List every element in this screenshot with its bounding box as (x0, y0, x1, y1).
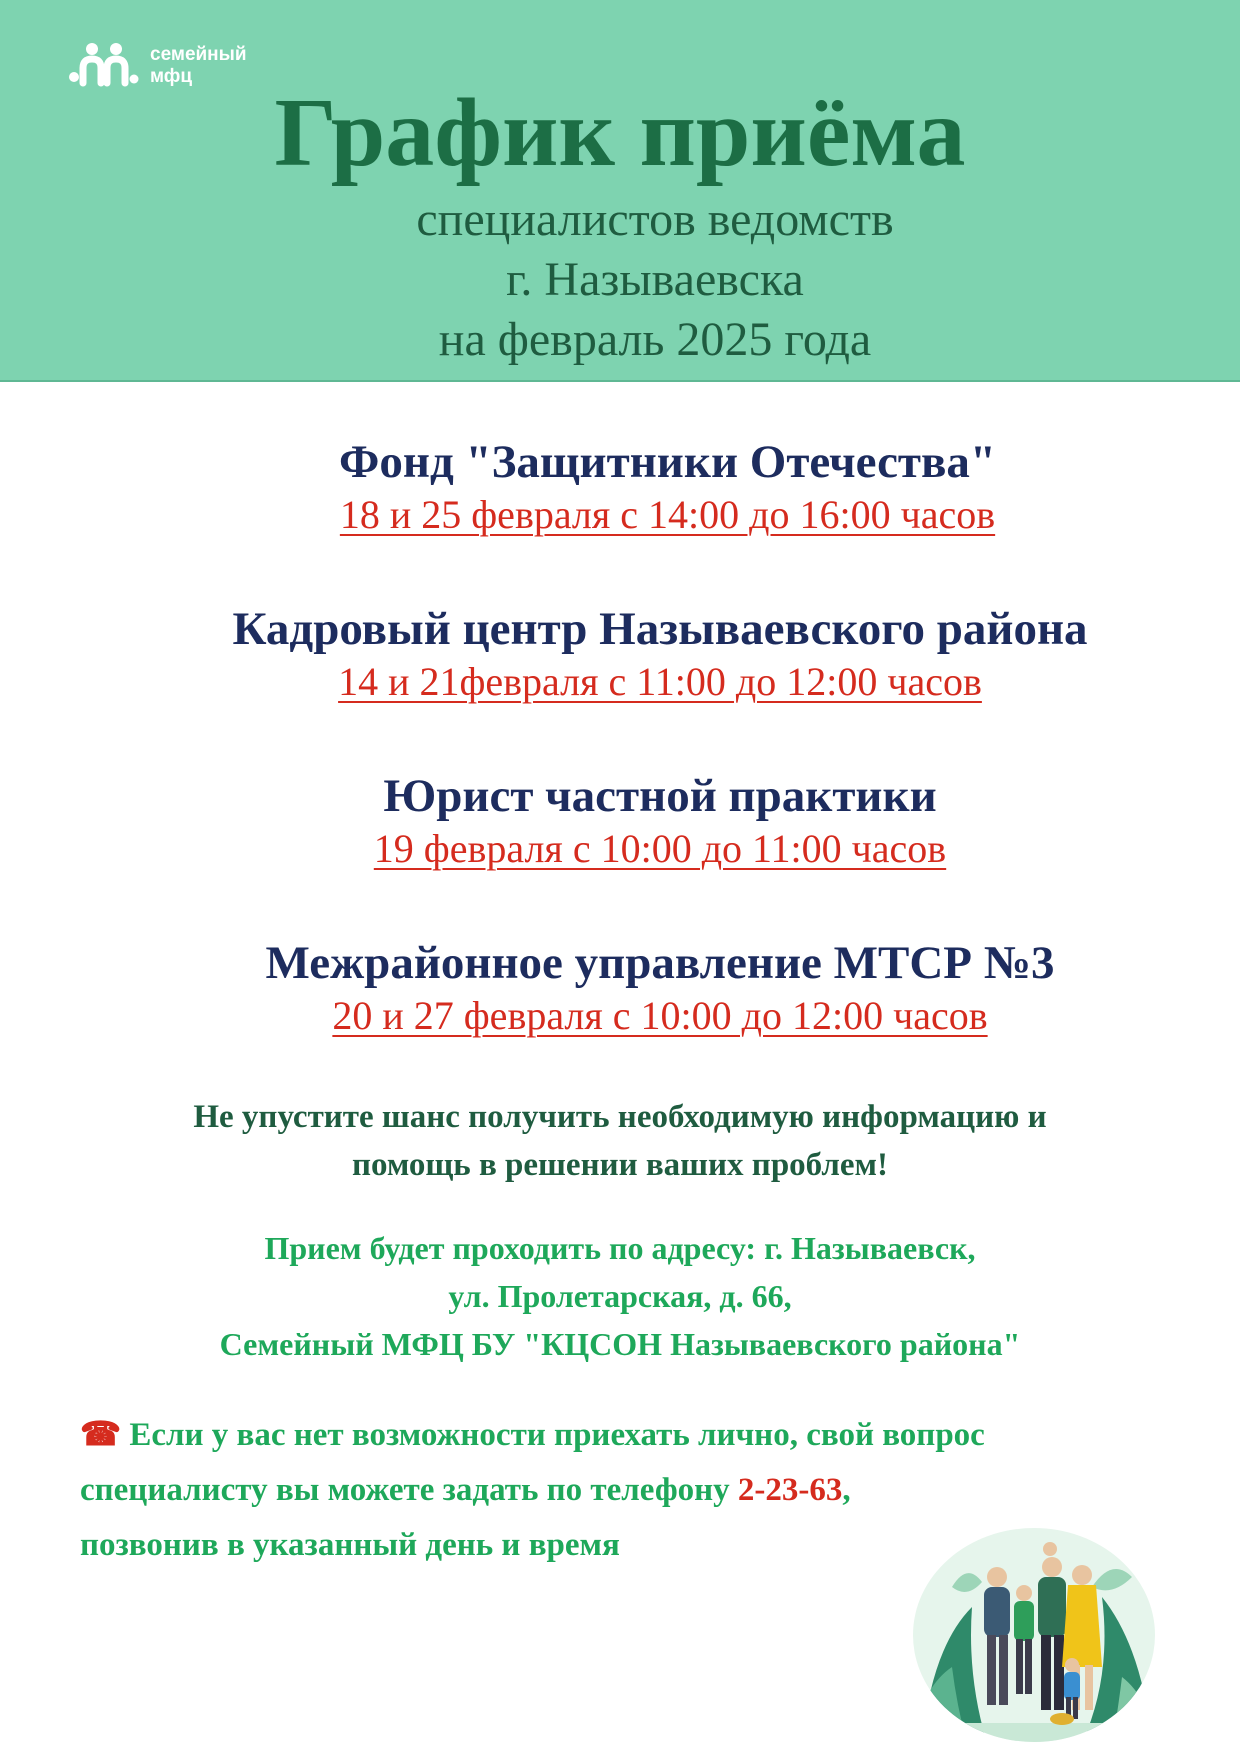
page-subtitle (330, 190, 980, 370)
address-line-2: ул. Пролетарская, д. 66, (448, 1278, 792, 1314)
schedule-entry (0, 599, 1240, 705)
phone-note-comma: , (842, 1472, 851, 1508)
logo-line-2: мфц (150, 66, 193, 87)
address-block (60, 1224, 1180, 1368)
family-illustration (912, 1527, 1156, 1743)
entry-agency-name: Кадровый центр Называевского района (232, 603, 1088, 655)
subtitle-line-3: на февраль 2025 года (438, 313, 872, 366)
entry-schedule-time: 18 и 25 февраля с 14:00 до 16:00 часов (339, 492, 996, 537)
motto-line-2: помощь в решении ваших проблем! (352, 1147, 888, 1183)
phone-note-line-3: позвонив в указанный день и время (80, 1527, 620, 1563)
phone-note-line-2 (80, 1463, 1140, 1518)
header-banner (0, 0, 1240, 382)
phone-note-text-2: специалисту вы можете задать по телефону (80, 1472, 738, 1508)
subtitle-line-1: специалистов ведомств (416, 193, 894, 246)
entry-schedule-time: 20 и 27 февраля с 10:00 до 12:00 часов (332, 993, 988, 1038)
schedule-entry (0, 432, 1240, 538)
entry-schedule-time: 19 февраля с 10:00 до 11:00 часов (373, 826, 947, 871)
motto-line-1: Не упустите шанс получить необходимую информацию и (193, 1099, 1047, 1135)
motto-text (60, 1093, 1180, 1189)
entry-agency-name: Фонд "Защитники Отечества" (339, 436, 996, 488)
schedule-entry (0, 766, 1240, 872)
schedule-entry (0, 933, 1240, 1039)
subtitle-line-2: г. Называевска (506, 253, 804, 306)
logo-line-1: семейный (150, 44, 247, 65)
page-title: График приёма (274, 79, 966, 187)
phone-number: 2-23-63 (737, 1472, 843, 1508)
phone-note-line-1 (80, 1408, 1140, 1463)
address-line-1: Прием будет проходить по адресу: г. Называевск, (264, 1230, 976, 1266)
entry-agency-name: Межрайонное управление МТСР №3 (265, 937, 1055, 989)
address-line-3: Семейный МФЦ БУ "КЦСОН Называевского района" (219, 1326, 1021, 1362)
entry-schedule-time: 14 и 21февраля с 11:00 до 12:00 часов (338, 659, 982, 704)
telephone-icon: ☎ (80, 1417, 122, 1453)
phone-note-text-1: Если у вас нет возможности приехать лично, свой вопрос (129, 1417, 985, 1453)
entry-agency-name: Юрист частной практики (383, 770, 937, 822)
